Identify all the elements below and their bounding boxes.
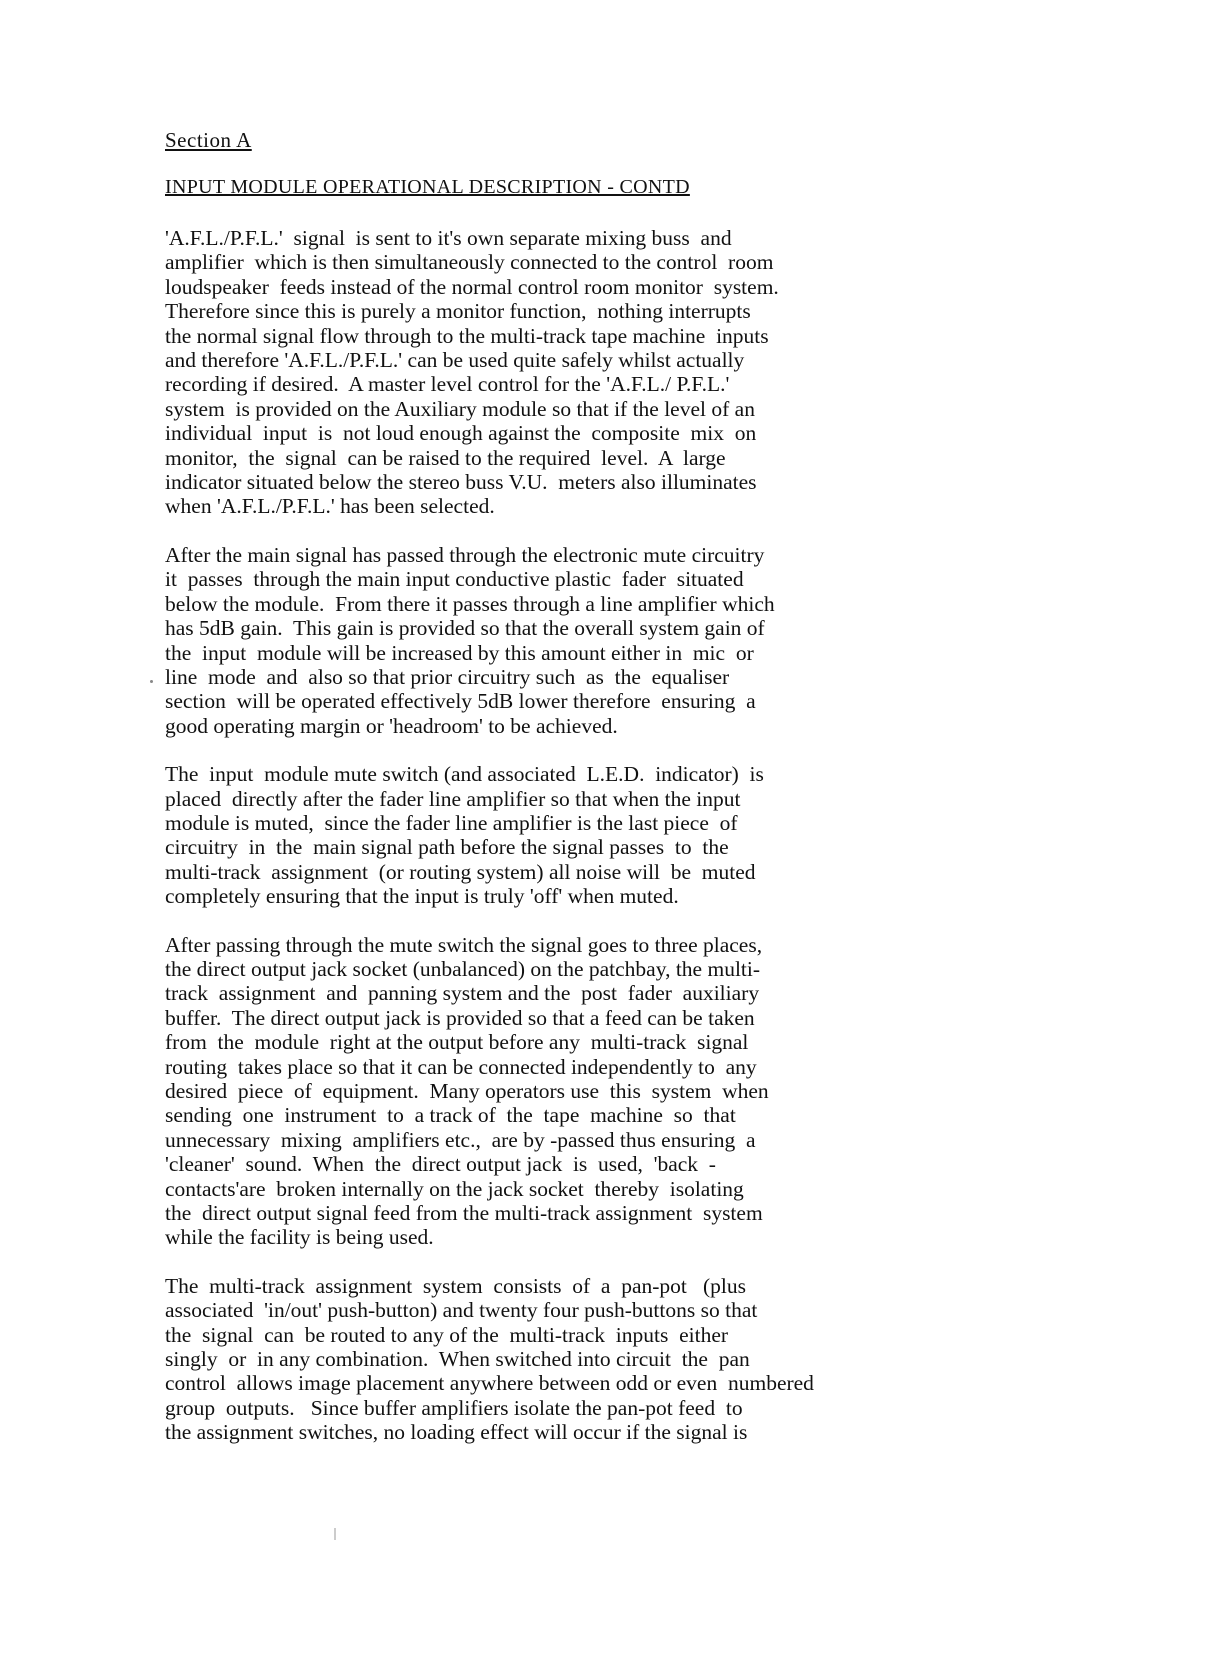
text-line: track assignment and panning system and the post fader auxiliary xyxy=(165,981,760,1006)
text-line: After the main signal has passed through the electronic mute circuitry xyxy=(165,542,765,567)
text-line: good operating margin or 'headroom' to be achieved. xyxy=(165,713,618,738)
text-line: multi-track assignment (or routing system) all noise will be muted xyxy=(165,859,756,884)
body-text xyxy=(165,226,1025,1469)
text-line: singly or in any combination. When switched into circuit the pan xyxy=(165,1347,750,1372)
text-line: routing takes place so that it can be connected independently to any xyxy=(165,1054,757,1079)
text-line: After passing through the mute switch the signal goes to three places, xyxy=(165,932,763,957)
text-line: monitor, the signal can be raised to the required level. A large xyxy=(165,445,726,470)
text-line: completely ensuring that the input is truly 'off' when muted. xyxy=(165,884,679,909)
page-heading: INPUT MODULE OPERATIONAL DESCRIPTION - CONTD xyxy=(165,176,690,198)
text-line: contacts'are broken internally on the jack socket thereby isolating xyxy=(165,1176,744,1201)
paragraph-assignment-system xyxy=(165,1274,1025,1445)
text-line: the assignment switches, no loading effect will occur if the signal is xyxy=(165,1420,748,1445)
text-line: buffer. The direct output jack is provided so that a feed can be taken xyxy=(165,1005,755,1030)
text-line: 'cleaner' sound. When the direct output jack is used, 'back - xyxy=(165,1152,716,1177)
text-line: from the module right at the output before any multi-track signal xyxy=(165,1030,749,1055)
text-line: loudspeaker feeds instead of the normal control room monitor system. xyxy=(165,274,779,299)
text-line: system is provided on the Auxiliary module so that if the level of an xyxy=(165,396,755,421)
text-line: the input module will be increased by this amount either in mic or xyxy=(165,640,754,665)
text-line: individual input is not loud enough against the composite mix on xyxy=(165,421,757,446)
text-line: 'A.F.L./P.F.L.' signal is sent to it's own separate mixing buss and xyxy=(165,226,732,250)
text-line: The input module mute switch (and associated L.E.D. indicator) is xyxy=(165,762,764,787)
text-line: while the facility is being used. xyxy=(165,1225,434,1250)
text-line: unnecessary mixing amplifiers etc., are by -passed thus ensuring a xyxy=(165,1127,756,1152)
text-line: group outputs. Since buffer amplifiers isolate the pan-pot feed to xyxy=(165,1395,743,1420)
text-line: section will be operated effectively 5dB lower therefore ensuring a xyxy=(165,689,756,714)
text-line: the direct output jack socket (unbalanced) on the patchbay, the multi- xyxy=(165,956,761,981)
text-line: the direct output signal feed from the multi-track assignment system xyxy=(165,1201,763,1226)
text-line: desired piece of equipment. Many operators use this system when xyxy=(165,1079,769,1103)
text-line: amplifier which is then simultaneously connected to the control room xyxy=(165,250,774,275)
text-line: when 'A.F.L./P.F.L.' has been selected. xyxy=(165,494,495,519)
text-line: line mode and also so that prior circuitry such as the equaliser xyxy=(165,664,730,689)
text-line: placed directly after the fader line amplifier so that when the input xyxy=(165,786,741,811)
text-line: control allows image placement anywhere between odd or even numbered xyxy=(165,1371,814,1396)
scan-speck xyxy=(150,680,153,683)
section-label: Section A xyxy=(165,128,252,152)
text-line: sending one instrument to a track of the tape machine so that xyxy=(165,1103,736,1128)
text-line: it passes through the main input conductive plastic fader situated xyxy=(165,567,744,592)
paragraph-afl-pfl xyxy=(165,226,1025,519)
text-line: has 5dB gain. This gain is provided so that the overall system gain of xyxy=(165,616,765,641)
text-line: the normal signal flow through to the multi-track tape machine inputs xyxy=(165,323,769,348)
scan-mark xyxy=(334,1528,336,1540)
text-line: Therefore since this is purely a monitor function, nothing interrupts xyxy=(165,299,751,324)
text-line: indicator situated below the stereo buss V.U. meters also illuminates xyxy=(165,470,757,495)
text-line: associated 'in/out' push-button) and twenty four push-buttons so that xyxy=(165,1298,758,1323)
text-line: The multi-track assignment system consists of a pan-pot (plus xyxy=(165,1273,747,1298)
text-line: the signal can be routed to any of the multi-track inputs either xyxy=(165,1322,729,1347)
paragraph-fader xyxy=(165,543,1025,738)
paragraph-mute-switch xyxy=(165,762,1025,908)
text-line: and therefore 'A.F.L./P.F.L.' can be used quite safely whilst actually xyxy=(165,348,745,373)
text-line: below the module. From there it passes through a line amplifier which xyxy=(165,591,775,616)
text-line: module is muted, since the fader line amplifier is the last piece of xyxy=(165,810,738,835)
text-line: recording if desired. A master level control for the 'A.F.L./ P.F.L.' xyxy=(165,372,730,397)
paragraph-direct-output xyxy=(165,933,1025,1250)
text-line: circuitry in the main signal path before the signal passes to the xyxy=(165,835,729,860)
